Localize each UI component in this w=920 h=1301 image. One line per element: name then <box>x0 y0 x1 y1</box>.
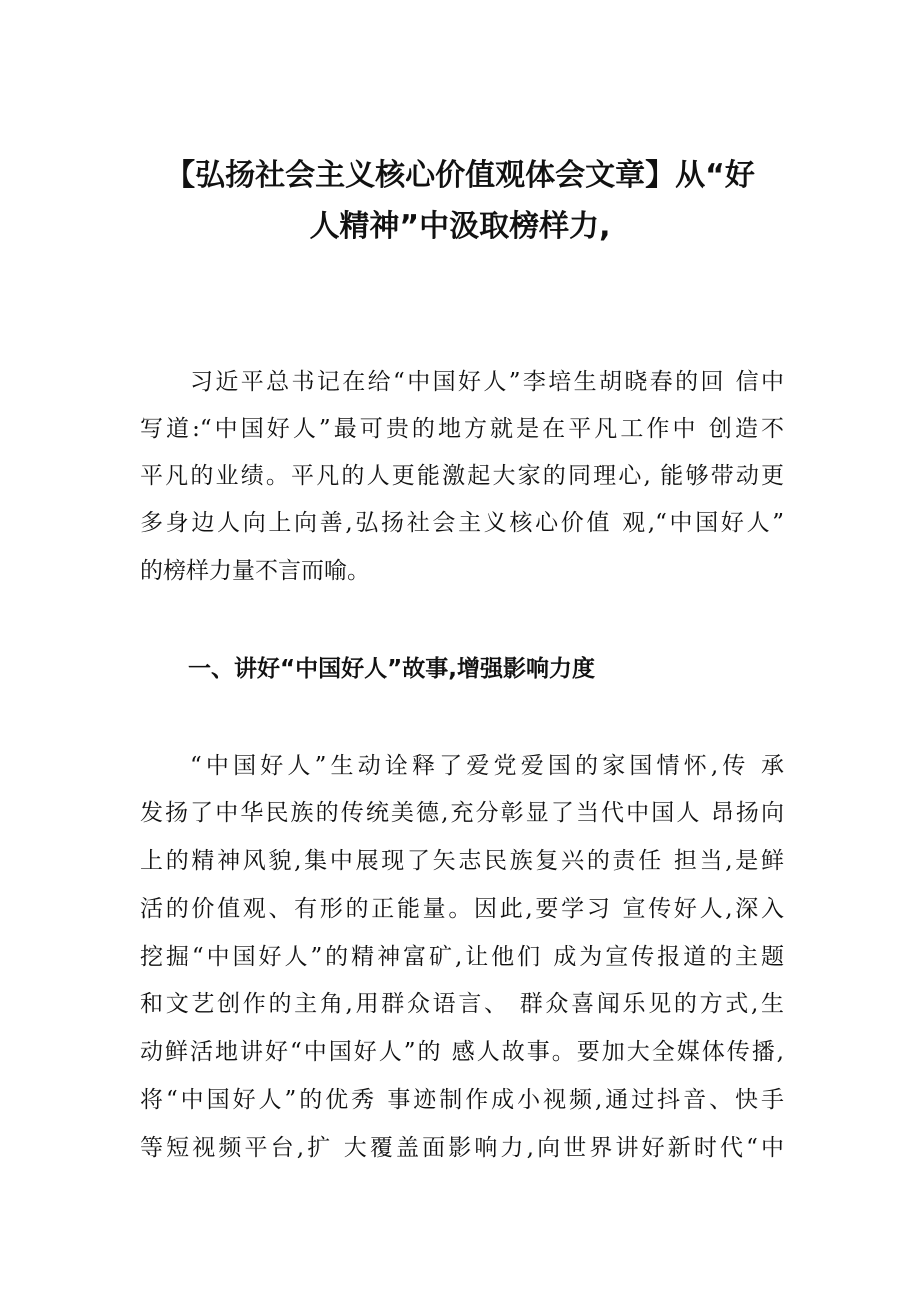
document-title-line-1: 【弘扬社会主义核心价值观体会文章】从“好 <box>165 158 755 193</box>
paragraph-line: 挖掘“中国好人”的精神富矿,让他们 成为宣传报道的主题 <box>140 944 784 970</box>
paragraph-line: 上的精神风貌,集中展现了矢志民族复兴的责任 担当,是鲜 <box>140 848 784 874</box>
paragraph-line: 平凡的业绩。平凡的人更能激起大家的同理心, 能够带动更 <box>140 463 784 489</box>
section-heading: 一、讲好“中国好人”故事,增强影响力度 <box>188 656 595 682</box>
paragraph-line: “中国好人”生动诠释了爱党爱国的家国情怀,传 承 <box>190 753 784 779</box>
paragraph-line: 将“中国好人”的优秀 事迹制作成小视频,通过抖音、快手 <box>140 1087 784 1113</box>
paragraph-line: 发扬了中华民族的传统美德,充分彰显了当代中国人 昂扬向 <box>140 800 784 826</box>
paragraph-line: 多身边人向上向善,弘扬社会主义核心价值 观,“中国好人” <box>140 510 784 536</box>
document-title-line-2: 人精神”中汲取榜样力, <box>309 209 611 244</box>
paragraph-line: 写道:“中国好人”最可贵的地方就是在平凡工作中 创造不 <box>140 416 784 442</box>
paragraph-line: 习近平总书记在给“中国好人”李培生胡晓春的回 信中 <box>190 369 784 395</box>
paragraph-line: 等短视频平台,扩 大覆盖面影响力,向世界讲好新时代“中 <box>140 1135 784 1161</box>
paragraph-line: 活的价值观、有形的正能量。因此,要学习 宣传好人,深入 <box>140 896 784 922</box>
paragraph-line: 动鲜活地讲好“中国好人”的 感人故事。要加大全媒体传播, <box>140 1039 784 1065</box>
paragraph-line: 和文艺创作的主角,用群众语言、 群众喜闻乐见的方式,生 <box>140 991 784 1017</box>
paragraph-line: 的榜样力量不言而喻。 <box>140 558 370 584</box>
